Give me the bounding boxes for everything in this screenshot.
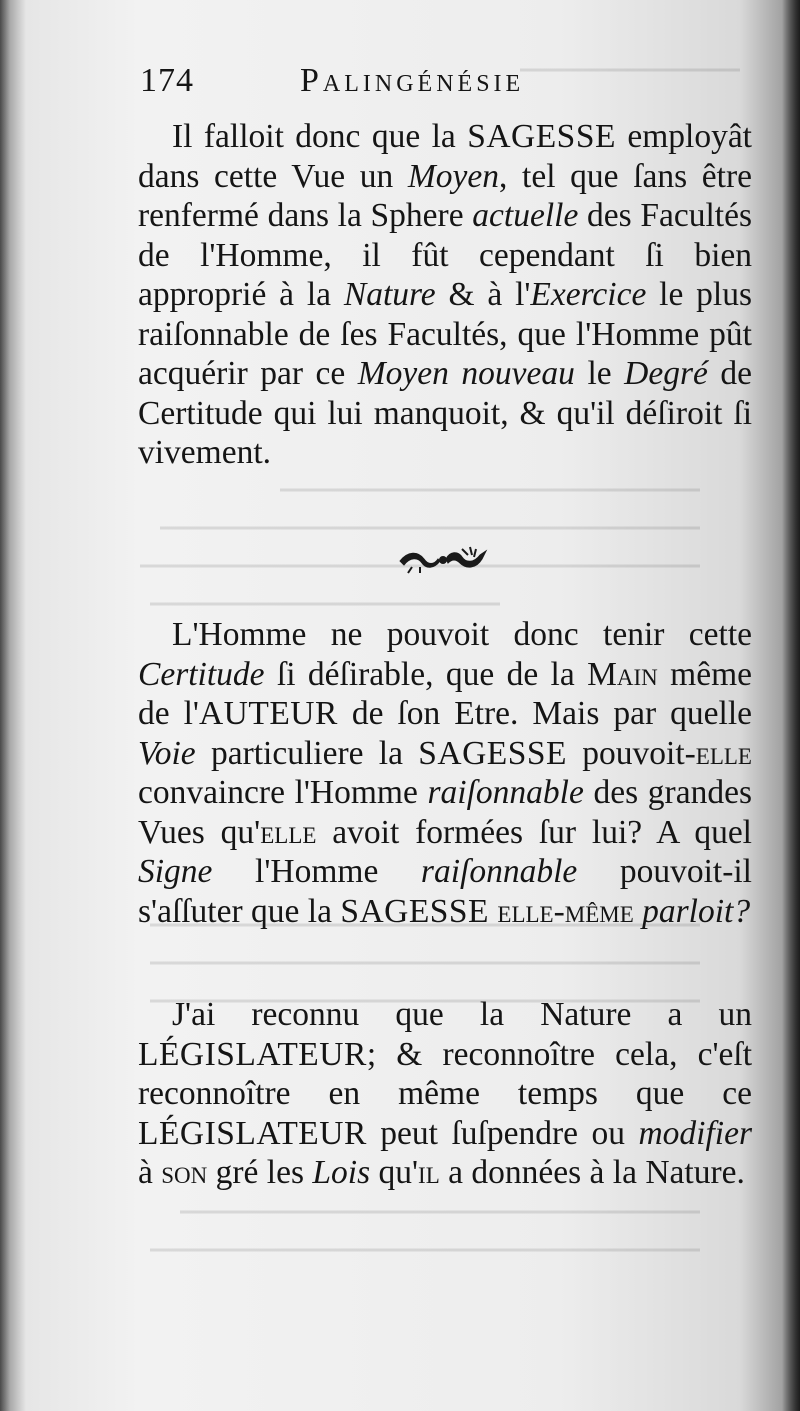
text-run xyxy=(634,893,642,930)
text-run: gré les xyxy=(207,1154,313,1191)
text-run: pouvoit- xyxy=(566,734,696,772)
text-run: employât dans cette Vue un xyxy=(138,118,752,195)
text-run: ſi déſirable, que de la xyxy=(264,655,588,693)
text-run: avoit formées ſur lui? A quel xyxy=(316,813,752,851)
text-run: Main xyxy=(587,655,658,693)
text-run: a données à la Nature. xyxy=(439,1154,745,1191)
text-run: elle xyxy=(260,813,317,851)
text-run: SAGESSE xyxy=(340,892,490,930)
text-run: Signe xyxy=(138,853,213,890)
running-head: Palingénésie xyxy=(300,62,525,99)
text-run: Exercice xyxy=(530,276,647,313)
text-run: de ſon Etre. Mais par quelle xyxy=(337,695,752,732)
text-run: & à l' xyxy=(435,276,531,313)
text-run: elle-même xyxy=(497,892,634,930)
text-run: parloit? xyxy=(642,892,751,930)
text-run: modifier xyxy=(638,1114,752,1152)
text-run: Degré xyxy=(624,355,708,392)
text-run: des grandes Vues qu' xyxy=(138,774,752,851)
text-run: peut ſuſpendre ou xyxy=(366,1114,639,1152)
text-run: Nature xyxy=(343,276,436,313)
paragraph-text xyxy=(138,117,752,473)
paragraph-text xyxy=(138,615,752,931)
text-run: Lois xyxy=(312,1154,371,1191)
page-gutter-shadow xyxy=(782,0,800,1411)
text-run: qu' xyxy=(370,1154,419,1191)
text-run: le xyxy=(574,355,625,392)
text-run: raiſonnable xyxy=(427,774,584,811)
text-run: Moyen nouveau xyxy=(357,355,575,392)
text-run: SAGESSE xyxy=(467,118,616,155)
text-run: convaincre l'Homme xyxy=(138,774,428,811)
text-run: AUTEUR xyxy=(198,695,338,732)
paragraph-3 xyxy=(138,995,752,1193)
text-run: raiſonnable xyxy=(420,853,578,890)
text-run: son xyxy=(161,1154,208,1191)
text-run: Certitude xyxy=(138,655,265,693)
text-run: , tel que ſans être renfermé dans la Sphere xyxy=(138,157,752,234)
text-run: LÉGISLATEUR xyxy=(138,1035,367,1073)
paragraph-2 xyxy=(138,615,752,931)
text-run: Moyen xyxy=(407,157,500,195)
text-run: ; & reconnoître cela, c'eſt reconnoître en même temps que ce xyxy=(138,1035,752,1112)
text-run: elle xyxy=(695,734,752,772)
paragraph-text xyxy=(138,995,752,1193)
paragraph-1 xyxy=(138,117,752,473)
printer-fleuron-ornament xyxy=(396,545,490,575)
text-run: J'ai reconnu que la Nature a un xyxy=(172,996,752,1033)
text-run: particuliere la xyxy=(195,734,419,772)
text-run: des Facultés de l'Homme, il fût cependant ſi bien approprié à la xyxy=(138,197,752,313)
text-run: le plus raiſonnable de ſes Facultés, que l'Homme pût acquérir par ce xyxy=(138,276,752,392)
text-run: même de l' xyxy=(138,655,753,732)
text-run: L'Homme ne pouvoit donc tenir cette xyxy=(172,616,752,653)
text-run: il xyxy=(418,1154,440,1191)
text-run: l'Homme xyxy=(212,853,421,890)
text-run: pouvoit-il s'aſſuter que la xyxy=(138,853,752,930)
text-run: à xyxy=(138,1154,162,1191)
text-run: SAGESSE xyxy=(418,734,567,772)
text-run: LÉGISLATEUR xyxy=(138,1114,367,1152)
text-run: Il falloit donc que la xyxy=(172,118,468,155)
page-number: 174 xyxy=(140,62,194,99)
text-run: Voie xyxy=(138,734,196,772)
text-run: actuelle xyxy=(472,197,579,234)
text-run: de Certitude qui lui manquoit, & qu'il déſiroit ſi vivement. xyxy=(138,355,752,471)
page-header xyxy=(140,62,750,112)
